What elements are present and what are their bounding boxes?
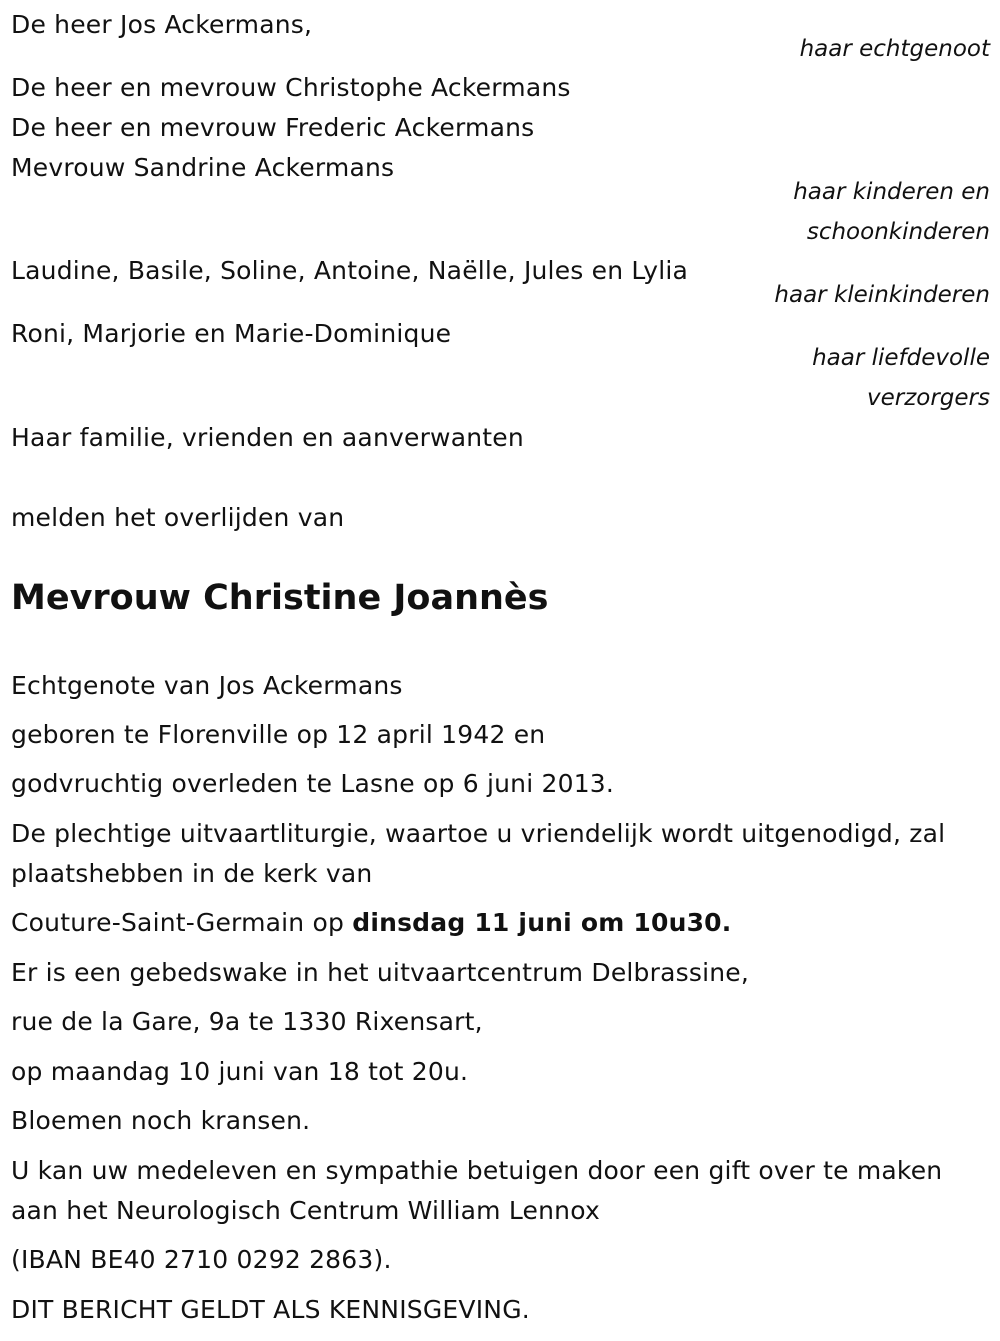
announce-line: melden het overlijden van: [11, 503, 345, 532]
wake-line-1: Er is een gebedswake in het uitvaartcentrum Delbrassine,: [11, 958, 749, 987]
church-date: dinsdag 11 juni om 10u30.: [352, 908, 732, 937]
children-role-line-1: haar kinderen en: [793, 179, 990, 205]
children-role-line-2: schoonkinderen: [806, 219, 990, 245]
notice-line: DIT BERICHT GELDT ALS KENNISGEVING.: [11, 1295, 530, 1324]
donation-line-1: U kan uw medeleven en sympathie betuigen door een gift over te maken: [11, 1156, 943, 1185]
donation-line-2: aan het Neurologisch Centrum William Lennox: [11, 1196, 600, 1225]
wake-line-3: op maandag 10 juni van 18 tot 20u.: [11, 1057, 469, 1086]
spouse-of-line: Echtgenote van Jos Ackermans: [11, 671, 403, 700]
grandchildren-role: haar kleinkinderen: [774, 282, 990, 308]
born-line: geboren te Florenville op 12 april 1942 en: [11, 720, 546, 749]
child-line-3: Mevrouw Sandrine Ackermans: [11, 153, 395, 182]
child-line-2: De heer en mevrouw Frederic Ackermans: [11, 113, 535, 142]
church-prefix: Couture-Saint-Germain op: [11, 908, 353, 937]
flowers-line: Bloemen noch kransen.: [11, 1106, 311, 1135]
caregivers-line: Roni, Marjorie en Marie-Dominique: [11, 319, 452, 348]
liturgy-line-2: plaatshebben in de kerk van: [11, 859, 373, 888]
liturgy-line-1: De plechtige uitvaartliturgie, waartoe u vriendelijk wordt uitgenodigd, zal: [11, 819, 946, 848]
caregivers-role-line-1: haar liefdevolle: [812, 345, 990, 371]
died-line: godvruchtig overleden te Lasne op 6 juni 2013.: [11, 769, 615, 798]
child-line-1: De heer en mevrouw Christophe Ackermans: [11, 73, 571, 102]
wake-line-2: rue de la Gare, 9a te 1330 Rixensart,: [11, 1007, 483, 1036]
grandchildren-line: Laudine, Basile, Soline, Antoine, Naëlle, Jules en Lylia: [11, 256, 689, 285]
others-line: Haar familie, vrienden en aanverwanten: [11, 423, 524, 452]
deceased-name: Mevrouw Christine Joannès: [11, 578, 549, 618]
church-line: [11, 903, 731, 943]
caregivers-role-line-2: verzorgers: [866, 385, 990, 411]
iban-line: (IBAN BE40 2710 0292 2863).: [11, 1245, 392, 1274]
spouse-line: De heer Jos Ackermans,: [11, 10, 313, 39]
spouse-role: haar echtgenoot: [799, 36, 990, 62]
